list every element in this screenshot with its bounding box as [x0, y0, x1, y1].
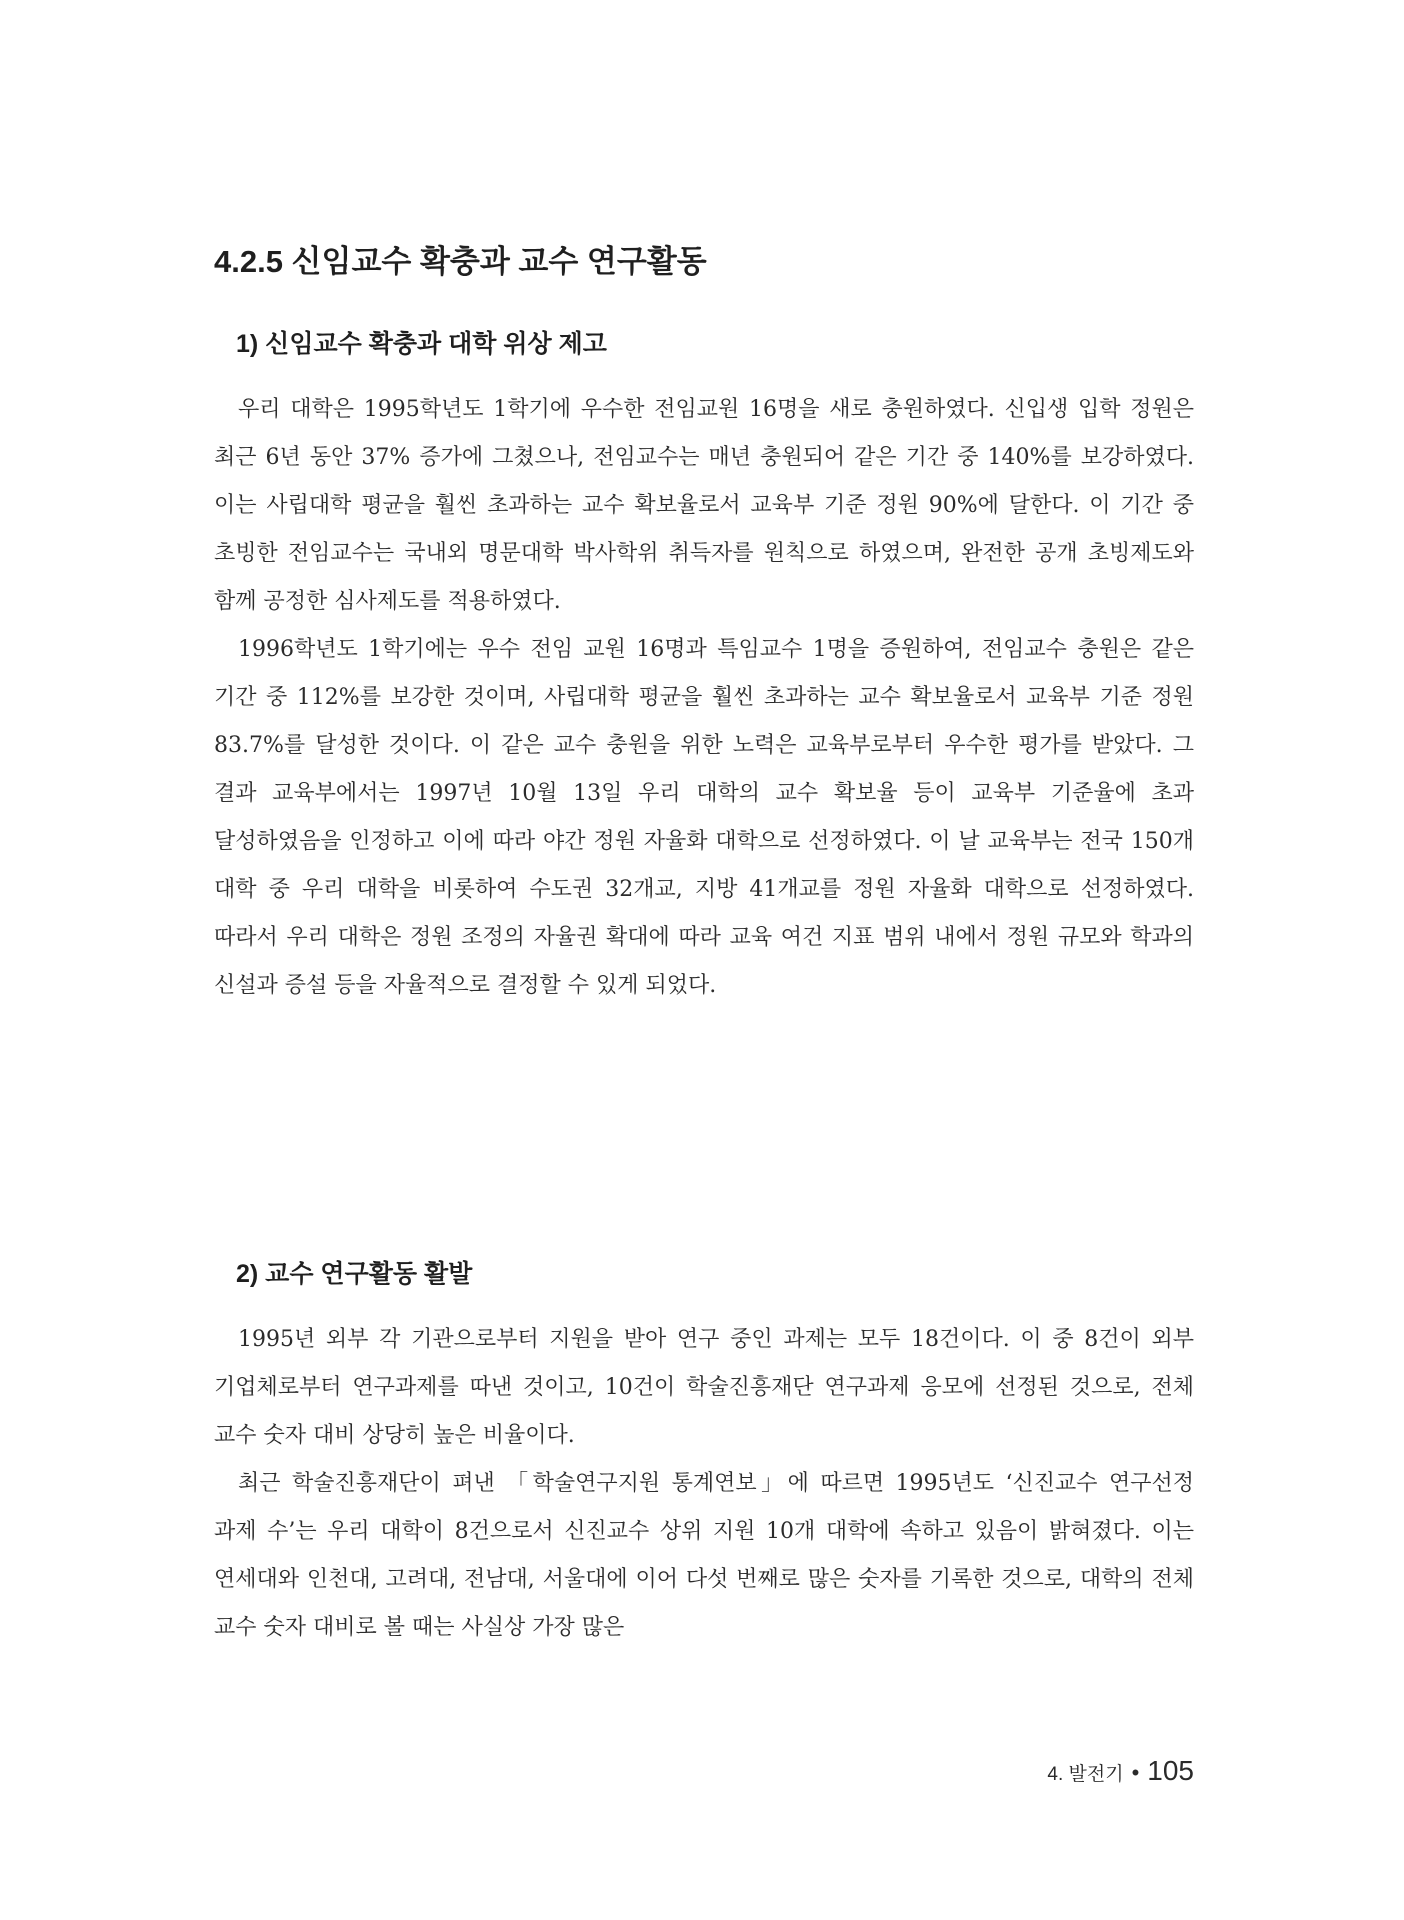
paragraph: 1996학년도 1학기에는 우수 전임 교원 16명과 특임교수 1명을 증원하여, 전임교수 충원은 같은 기간 중 112%를 보강한 것이며, 사립대학 평균을 훨씬 초과하는 교수 확보율로서 교육부 기준 정원 83.7%를 달성한 것이다. 이 같은 교수 충원을 위한 노력은 교육부로부터 우수한 평가를 받았다. 그 결과 교육부에서는 1997년 10월 13일 우리 대학의 교수 확보율 등이 교육부 기준율에 초과 달성하였음을 인정하고 이에 따라 야간 정원 자율화 대학으로 선정하였다. 이 날 교육부는 전국 150개 대학 중 우리 대학을 비롯하여 수도권 32개교, 지방 41개교를 정원 자율화 대학으로 선정하였다. 따라서 우리 대학은 정원 조정의 자율권 확대에 따라 교육 여건 지표 범위 내에서 정원 규모와 학과의 신설과 증설 등을 자율적으로 결정할 수 있게 되었다. — [214, 637, 1194, 998]
footer-chapter: 4. 발전기 — [1047, 1764, 1124, 1785]
section-title: 4.2.5 신임교수 확충과 교수 연구활동 — [214, 244, 707, 279]
paragraph: 최근 학술진흥재단이 펴낸 「학술연구지원 통계연보」에 따르면 1995년도 ‘신진교수 연구선정 과제 수’는 우리 대학이 8건으로서 신진교수 상위 지원 10개 대학에 속하고 있음이 밝혀졌다. 이는 연세대와 인천대, 고려대, 전남대, 서울대에 이어 다섯 번째로 많은 숫자를 기록한 것으로, 대학의 전체 교수 숫자 대비로 볼 때는 사실상 가장 많은 — [214, 1471, 1194, 1640]
page-number: 105 — [1147, 1755, 1194, 1786]
subsection-title-1: 1) 신임교수 확충과 대학 위상 제고 — [236, 330, 607, 358]
subsection-1-body — [214, 386, 1194, 1010]
subsection-title-2: 2) 교수 연구활동 활발 — [236, 1260, 473, 1288]
footer-bullet: • — [1131, 1760, 1140, 1785]
paragraph: 1995년 외부 각 기관으로부터 지원을 받아 연구 중인 과제는 모두 18건이다. 이 중 8건이 외부 기업체로부터 연구과제를 따낸 것이고, 10건이 학술진흥재단 연구과제 응모에 선정된 것으로, 전체 교수 숫자 대비 상당히 높은 비율이다. — [214, 1327, 1194, 1448]
paragraph: 우리 대학은 1995학년도 1학기에 우수한 전임교원 16명을 새로 충원하였다. 신입생 입학 정원은 최근 6년 동안 37% 증가에 그쳤으나, 전임교수는 매년 충원되어 같은 기간 중 140%를 보강하였다. 이는 사립대학 평균을 훨씬 초과하는 교수 확보율로서 교육부 기준 정원 90%에 달한다. 이 기간 중 초빙한 전임교수는 국내외 명문대학 박사학위 취득자를 원칙으로 하였으며, 완전한 공개 초빙제도와 함께 공정한 심사제도를 적용하였다. — [214, 397, 1194, 614]
page-footer — [1047, 1755, 1194, 1787]
subsection-2-body — [214, 1316, 1194, 1652]
